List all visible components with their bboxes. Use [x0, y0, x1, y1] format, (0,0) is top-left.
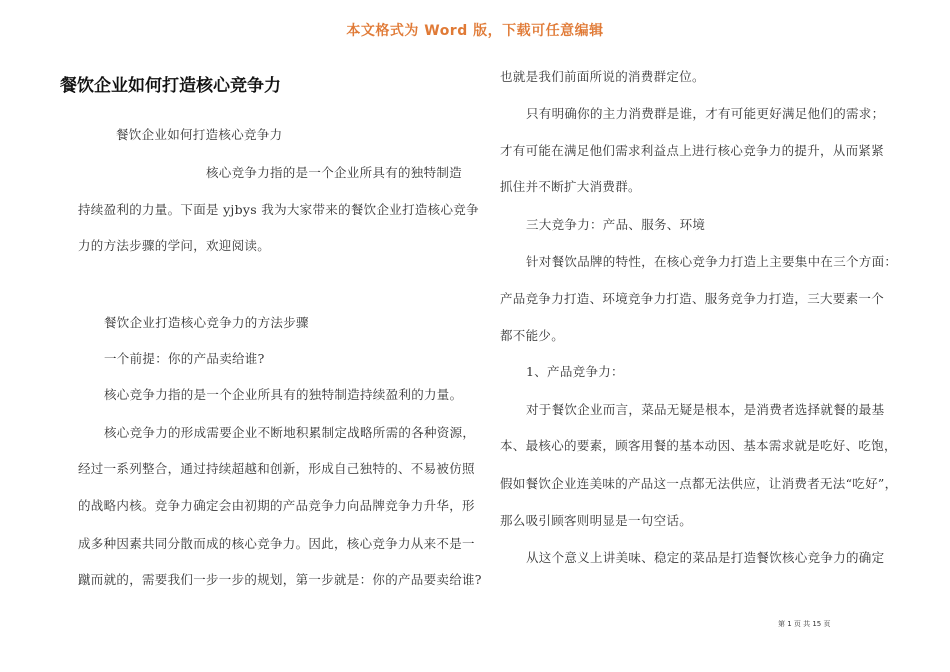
document-title: 餐饮企业如何打造核心竞争力 — [60, 76, 281, 96]
right-line-13: 从这个意义上讲美味、稳定的菜品是打造餐饮核心竞争力的确定 — [526, 550, 885, 565]
left-line-11: 蹴而就的，需要我们一步一步的规划，第一步就是：你的产品要卖给谁? — [78, 572, 482, 587]
right-line-2: 才有可能在满足他们需求利益点上进行核心竞争力的提升，从而紧紧 — [500, 143, 885, 158]
right-line-10: 本、最核心的要素，顾客用餐的基本动因、基本需求就是吃好、吃饱， — [500, 438, 897, 453]
page-footer: 第 1 页 共 15 页 — [778, 620, 831, 628]
right-line-0: 也就是我们前面所说的消费群定位。 — [500, 69, 705, 84]
right-line-7: 都不能少。 — [500, 328, 565, 343]
right-line-4: 三大竞争力：产品、服务、环境 — [526, 217, 706, 232]
right-line-9: 对于餐饮企业而言，菜品无疑是根本，是消费者选择就餐的最基 — [526, 402, 885, 417]
left-line-3: 力的方法步骤的学问，欢迎阅读。 — [78, 238, 271, 253]
left-line-7: 核心竞争力的形成需要企业不断地积累制定战略所需的各种资源， — [104, 425, 476, 440]
right-line-8: 1、产品竞争力： — [526, 364, 624, 379]
left-line-1: 核心竞争力指的是一个企业所具有的独特制造 — [206, 165, 463, 180]
left-line-6: 核心竞争力指的是一个企业所具有的独特制造持续盈利的力量。 — [104, 387, 463, 402]
right-line-5: 针对餐饮品牌的特性，在核心竞争力打造上主要集中在三个方面： — [526, 254, 898, 269]
left-line-10: 成多种因素共同分散而成的核心竞争力。因此，核心竞争力从来不是一 — [78, 536, 475, 551]
right-line-1: 只有明确你的主力消费群是谁，才有可能更好满足他们的需求； — [526, 106, 885, 121]
left-line-8: 经过一系列整合，通过持续超越和创新，形成自己独特的、不易被仿照 — [78, 461, 475, 476]
left-line-2: 持续盈利的力量。下面是 yjbys 我为大家带来的餐饮企业打造核心竞争 — [78, 202, 479, 217]
right-line-11: 假如餐饮企业连美味的产品这一点都无法供应，让消费者无法“吃好”， — [500, 476, 898, 491]
right-line-6: 产品竞争力打造、环境竞争力打造、服务竞争力打造，三大要素一个 — [500, 291, 885, 306]
right-line-12: 那么吸引顾客则明显是一句空话。 — [500, 513, 693, 528]
left-line-4: 餐饮企业打造核心竞争力的方法步骤 — [104, 315, 309, 330]
right-line-3: 抓住并不断扩大消费群。 — [500, 179, 641, 194]
left-line-0: 餐饮企业如何打造核心竞争力 — [116, 127, 283, 142]
left-line-5: 一个前提：你的产品卖给谁? — [104, 351, 265, 366]
left-line-9: 的战略内核。竞争力确定会由初期的产品竞争力向品牌竞争力升华，形 — [78, 498, 475, 513]
top-banner: 本文格式为 Word 版，下载可任意编辑 — [346, 23, 604, 39]
